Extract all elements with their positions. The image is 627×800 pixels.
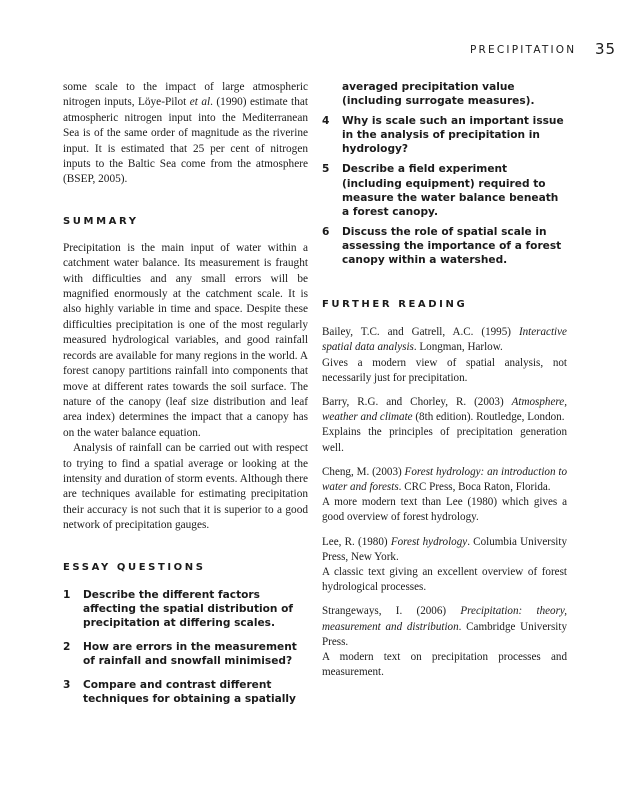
question-number: 4 (322, 115, 330, 128)
reference-entry (322, 465, 567, 526)
summary-paragraph-1: Precipitation is the main input of water within a catchment water balance. Its measurement is fraught with difficulties and any small errors will be magnified enormously at the catchment scale. It is also highly variable in time and space. Despite these difficulties precipitation is one of the most regularly measured hydrological variables, and good rainfall records are available for many regions in the world. A forest canopy partitions rainfall into components that move at different rates towards the soil surface. The nature of the canopy (leaf size distribution and leaf area index) determines the impact that a canopy has on the water balance equation. (63, 241, 308, 439)
reference-title: Forest hydrology (390, 535, 468, 548)
essay-question-5 (322, 162, 567, 218)
left-column (63, 80, 308, 706)
page-number: 35 (595, 40, 617, 58)
reference-publisher: . CRC Press, Boca Raton, Florida. (398, 480, 551, 493)
reference-note: Gives a modern view of spatial analysis, not necessarily just for precipitation. (322, 356, 567, 384)
reference-note: Explains the principles of precipitation generation well. (322, 426, 567, 454)
reference-title: Precipitation: theory, measurement and distribution (322, 605, 567, 633)
reference-publisher: (8th edition). Routledge, London. (412, 411, 565, 424)
question-text: Discuss the role of spatial scale in assessing the importance of a forest canopy within a watershed. (342, 225, 562, 267)
further-reading-heading: FURTHER READING (322, 299, 468, 311)
reference-entry (322, 395, 567, 456)
reference-authors: Barry, R.G. and Chorley, R. (2003) (322, 395, 512, 408)
right-column (322, 80, 567, 680)
reference-authors: Lee, R. (1980) (322, 535, 391, 548)
essay-questions-heading: ESSAY QUESTIONS (63, 561, 206, 573)
question-number: 6 (322, 225, 330, 238)
question-text: Describe a field experiment (including equipment) required to measure the water balance beneath a forest canopy. (342, 163, 559, 218)
reference-entry (322, 325, 567, 386)
reference-title: Interactive spatial data analysis (322, 326, 567, 354)
essay-question-2 (63, 640, 308, 668)
essay-question-3 (63, 678, 308, 706)
reference-authors: Cheng, M. (2003) (322, 465, 405, 478)
intro-paragraph (63, 80, 308, 188)
reference-title: Forest hydrology: an introduction to water and forests (322, 465, 567, 493)
essay-question-4 (322, 114, 567, 156)
reference-entry (322, 535, 567, 596)
reference-title: Atmosphere, weather and climate (322, 395, 567, 424)
intro-text-start: some scale to the impact of large atmospheric nitrogen inputs, Löye-Pilot (63, 81, 308, 109)
reference-note: A more modern text than Lee (1980) which gives a good overview of forest hydrology. (322, 496, 567, 524)
question-text: How are errors in the measurement of rainfall and snowfall minimised? (83, 640, 297, 667)
question-number: 2 (63, 640, 71, 653)
question-text: Describe the different factors affecting the spatial distribution of precipitation at differing scales. (83, 588, 294, 629)
reference-publisher: . Longman, Harlow. (413, 341, 503, 354)
question-number: 3 (63, 679, 71, 692)
intro-text-italic: et al (189, 96, 211, 109)
reference-publisher: . Cambridge University Press. (322, 620, 567, 648)
summary-paragraph-2: Analysis of rainfall can be carried out with respect to trying to find a spatial average or looking at the intensity and duration of storm events. Although there are techniques available for estimating precipitation their accuracy is not such that it is superior to a good network of precipitation gauges. (63, 442, 308, 532)
question-number: 1 (63, 588, 71, 601)
essay-question-6 (322, 225, 567, 267)
reference-note: A modern text on precipitation processes and measurement. (322, 650, 567, 679)
essay-question-3-continued (322, 80, 567, 108)
reference-authors: Strangeways, I. (2006) (322, 605, 461, 618)
reference-note: A classic text giving an excellent overview of forest hydrological processes. (322, 565, 567, 594)
summary-heading: SUMMARY (63, 215, 139, 227)
reference-publisher: . Columbia University Press, New York. (322, 535, 568, 563)
reference-authors: Bailey, T.C. and Gatrell, A.C. (1995) (322, 326, 519, 339)
intro-text-end: . (1990) estimate that atmospheric nitrogen input into the Mediterranean Sea is of the same order of magnitude as the riverine input. It is estimated that 25 per cent of nitrogen inputs to the Baltic Sea come from the atmosphere (BSEP, 2005). (63, 96, 308, 186)
question-text: Why is scale such an important issue in the analysis of precipitation in hydrology? (342, 115, 564, 156)
reference-entry (322, 604, 567, 680)
question-text: Compare and contrast different techniques for obtaining a spatially (83, 679, 296, 706)
essay-question-1 (63, 588, 308, 630)
question-number: 5 (322, 163, 330, 176)
running-title: PRECIPITATION (470, 44, 577, 56)
question-text: averaged precipitation value (including surrogate measures). (342, 81, 535, 108)
